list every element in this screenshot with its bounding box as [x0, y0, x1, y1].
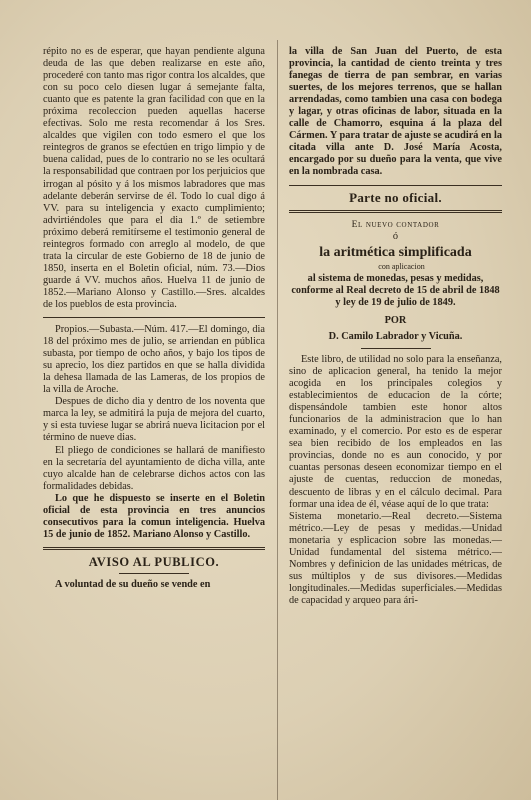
short-divider	[361, 348, 431, 349]
short-divider	[119, 573, 189, 574]
book-review: Este libro, de utilidad no solo para la enseñanza, sino de aplicacion general, ha tenido la mejor acogida en los principales colegios y establecimientos de educacion de la córte; dispensándole tambien este honor altos funcionarios de la administracion que lo han examinado, y el comercio. Por esto es de esperar sea bien recibido de los empleados en las provincias, donde no es aun conocido, y por cuantas personas deseen economizar tiempo en el ajuste de cuentas, reduccion de monedas, descuento de libras y en el cálculo decimal. Para formar una idea de él, véase aquí de lo que trata:	[289, 353, 502, 510]
right-column	[289, 46, 502, 790]
divider	[289, 210, 502, 213]
left-column	[43, 46, 265, 790]
propios-paragraph-3: El pliego de condiciones se hallará de manifiesto en la secretaría del ayuntamiento de dicha villa, ante cuyo alcalde han de celebrarse dichos actos con las formalidades debidas.	[43, 444, 265, 492]
section-title: Parte no oficial.	[349, 189, 442, 205]
divider	[43, 317, 265, 318]
column-divider	[277, 40, 278, 800]
propios-paragraph-2: Despues de dicho dia y dentro de los noventa que marca la ley, se admitirá la puja de mejora del cuarto, y si esta tuviese lugar se abrirá nueva licitacion por el término de nueve dias.	[43, 396, 265, 444]
circular-continuation: répito no es de esperar, que hayan pendiente alguna deuda de las que deben realizarse en este año, procederé con tanto mas rigor contra los alcaldes, que con su poco celo diesen lugar á semejante falta, cuanto que es patente la gran facilidad con que en la próxima recoleccion pueden aquellas hacerse efectivas. Solo me resta recomendar á los Sres. alcaldes que vigilen con todo esmero el que los reintegros de granos se efectúen en trigo limpio y de buena calidad, pues de lo contrario no se les ocultará la responsabilidad que contraen por los perjuicios que irrogan al pósito y á los mismos labradores que mas adelante deberán servirse de él. Todo lo cual digo á VV. para su inteligencia y exacto cumplimiento; advirtiéndoles que para el dia 1.º de setiembre próximo deberá remitírseme el testimonio general de reintegros formado con arreglo al modelo, de que trata la circular de este Gobierno de 18 de junio de 1850, inserta en el Boletin oficial, núm. 73.—Dios guarde á VV. muchos años. Huelva 11 de junio de 1852.—Mariano Alonso y Castillo.—Sres. alcaldes de los pueblos de esta provincia.	[43, 46, 265, 310]
book-lead: El nuevo contador	[351, 219, 440, 230]
divider	[289, 185, 502, 186]
book-por: POR	[384, 314, 407, 326]
divider	[43, 547, 265, 550]
aviso-continuation: la villa de San Juan del Puerto, de esta provincia, la cantidad de ciento treinta y tres fanegas de tierra de pan sembrar, en varias suertes, de los mejores terrenos, que se hallan arrendadas, como tambien una casa con bodega y lagar, y otras oficinas de labor, situada en la calle de Chamorro, esquina á la plaza del Cármen. Y para tratar de ajuste se acudirá en la citada villa ante D. José María Acosta, encargado por su dueño para la venta, que vive en la nombrada casa.	[289, 46, 502, 178]
book-title: la aritmética simplificada	[319, 244, 472, 260]
book-subtitle: al sistema de monedas, pesas y medidas, conforme al Real decreto de 15 de abril de 1848 y ley de 19 de julio de 1849.	[291, 272, 500, 308]
aviso-text: A voluntad de su dueño se vende en	[55, 578, 211, 590]
propios-announcement: Propios.—Subasta.—Núm. 417.—El domingo, dia 18 del próximo mes de julio, se arriendan en pública subasta, por tiempo de ocho años, y bajo los tipos de su aprecio, los diez partidos en que se halla dividida la dehesa llamada de las Lameras, de los propios de la villa de Aroche.	[43, 324, 265, 396]
book-o: ó	[392, 230, 399, 242]
book-author: D. Camilo Labrador y Vicuña.	[328, 330, 463, 342]
book-con: con aplicacion	[378, 261, 425, 271]
propios-paragraph-4: Lo que he dispuesto se inserte en el Boletin oficial de esta provincia en tres anuncios consecutivos para la comun inteligencia. Huelva 15 de junio de 1852. Mariano Alonso y Castillo.	[43, 492, 265, 540]
book-contents: Sistema monetario.—Real decreto.—Sistema métrico.—Ley de pesas y medidas.—Unidad monetaria y esplicacion sobre las monedas.—Unidad fundamental del sistema métrico.—Nombres y definicion de las unidades métricas, de sus múltiplos y de sus divisores.—Medidas longitudinales.—Medidas superficiales.—Medidas de capacidad y arqueo para ári-	[289, 510, 502, 606]
aviso-title: AVISO AL PUBLICO.	[88, 554, 220, 569]
